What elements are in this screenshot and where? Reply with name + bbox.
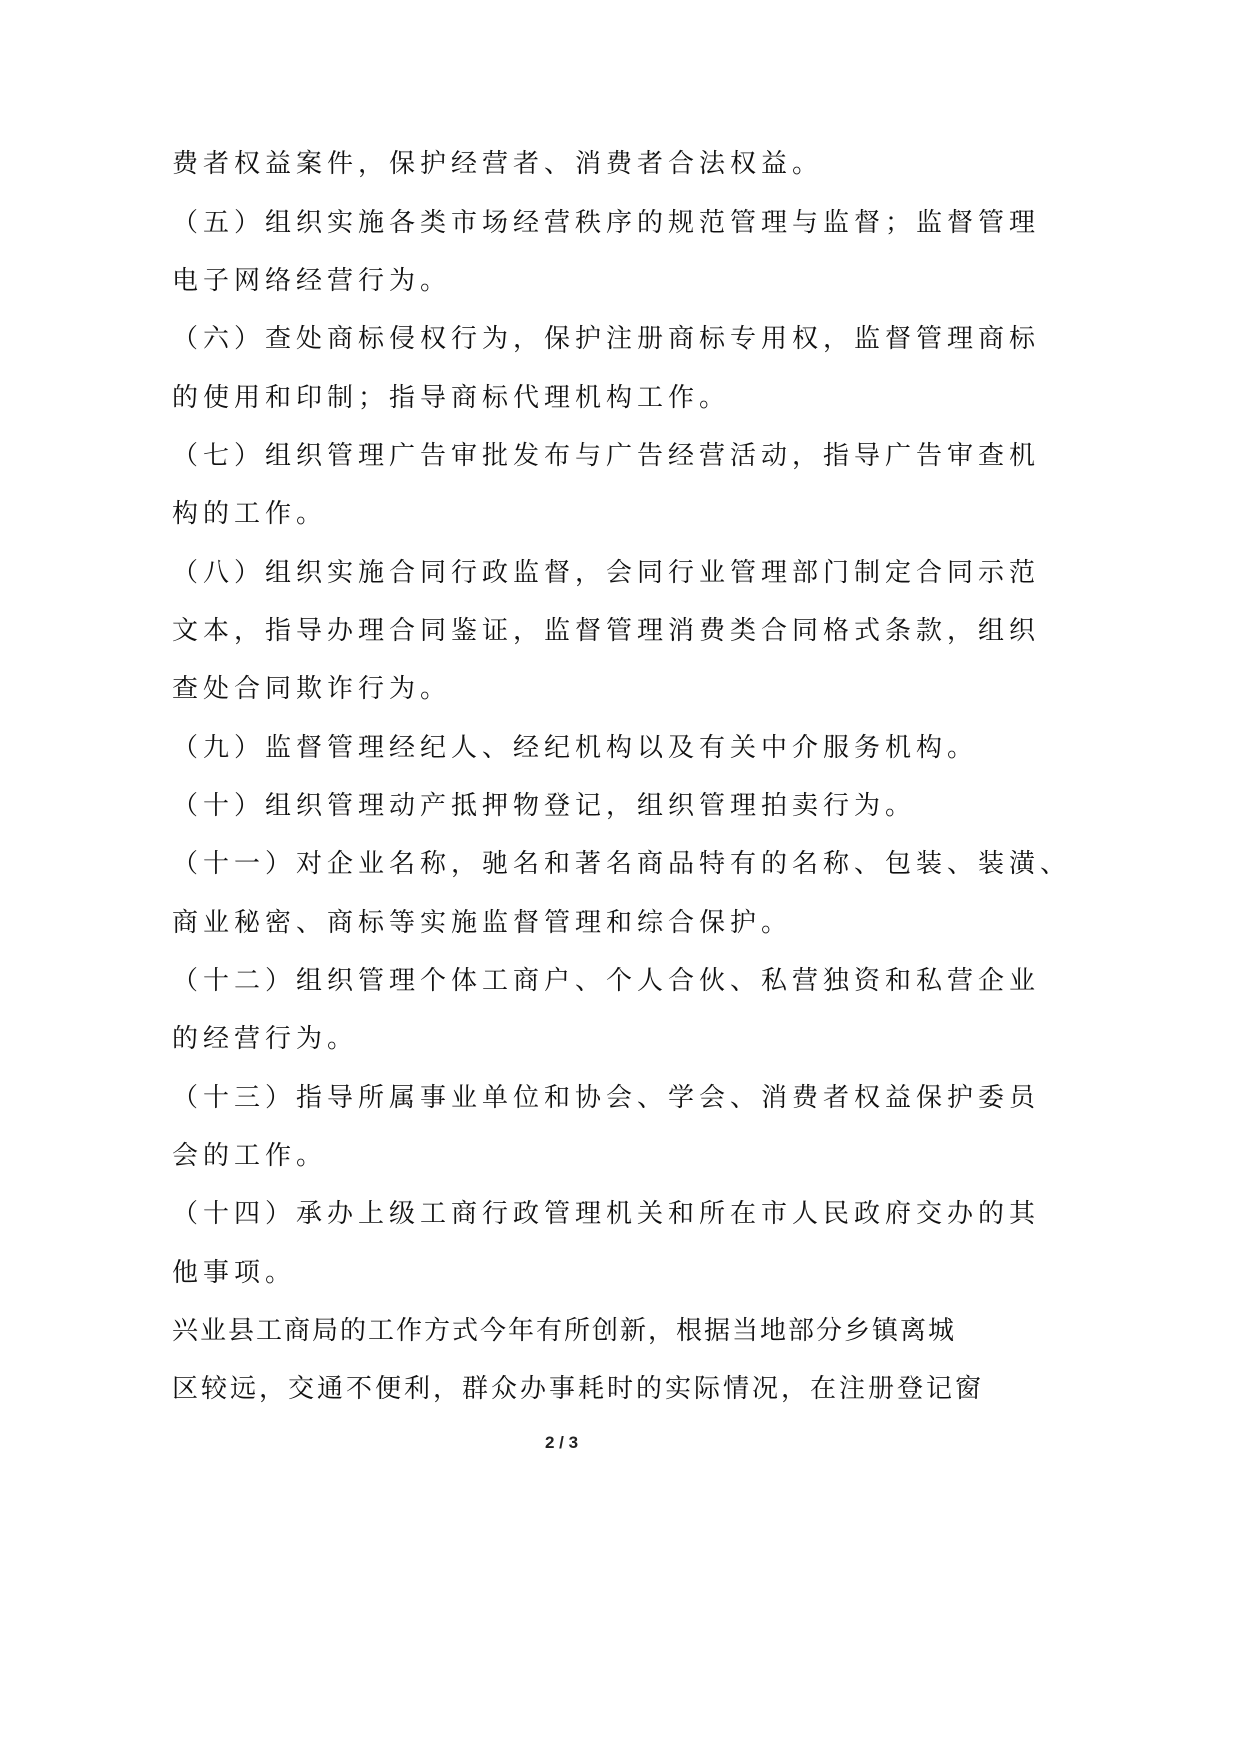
text-line: 商业秘密、商标等实施监督管理和综合保护。 (172, 908, 793, 938)
text-line: （十三）指导所属事业单位和协会、学会、消费者权益保护委员 (172, 1083, 1041, 1113)
text-line: （七）组织管理广告审批发布与广告经营活动，指导广告审查机 (172, 441, 1041, 471)
text-line: 的经营行为。 (172, 1024, 359, 1054)
text-line: （九）监督管理经纪人、经纪机构以及有关中介服务机构。 (172, 733, 979, 763)
text-line: （六）查处商标侵权行为，保护注册商标专用权，监督管理商标 (172, 324, 1041, 354)
text-line: 会的工作。 (172, 1141, 328, 1171)
text-line: 区较远，交通不便利，群众办事耗时的实际情况，在注册登记窗 (172, 1374, 985, 1404)
text-line: 查处合同欺诈行为。 (172, 674, 452, 704)
text-line: 构的工作。 (172, 499, 328, 529)
text-line: （十）组织管理动产抵押物登记，组织管理拍卖行为。 (172, 791, 917, 821)
text-line: （八）组织实施合同行政监督，会同行业管理部门制定合同示范 (172, 558, 1041, 588)
page-number: 2 / 3 (544, 1433, 579, 1452)
text-line: （十一）对企业名称，驰名和著名商品特有的名称、包装、装潢、 (172, 849, 1072, 879)
text-line: 的使用和印制；指导商标代理机构工作。 (172, 383, 731, 413)
text-line: 兴业县工商局的工作方式今年有所创新，根据当地部分乡镇离城 (172, 1316, 957, 1346)
text-line: 费者权益案件，保护经营者、消费者合法权益。 (172, 149, 824, 179)
text-line: 他事项。 (172, 1258, 297, 1288)
text-line: （十二）组织管理个体工商户、个人合伙、私营独资和私营企业 (172, 966, 1041, 996)
text-line: （十四）承办上级工商行政管理机关和所在市人民政府交办的其 (172, 1199, 1041, 1229)
text-line: （五）组织实施各类市场经营秩序的规范管理与监督；监督管理 (172, 208, 1041, 238)
text-line: 文本，指导办理合同鉴证，监督管理消费类合同格式条款，组织 (172, 616, 1041, 646)
text-line: 电子网络经营行为。 (172, 266, 452, 296)
